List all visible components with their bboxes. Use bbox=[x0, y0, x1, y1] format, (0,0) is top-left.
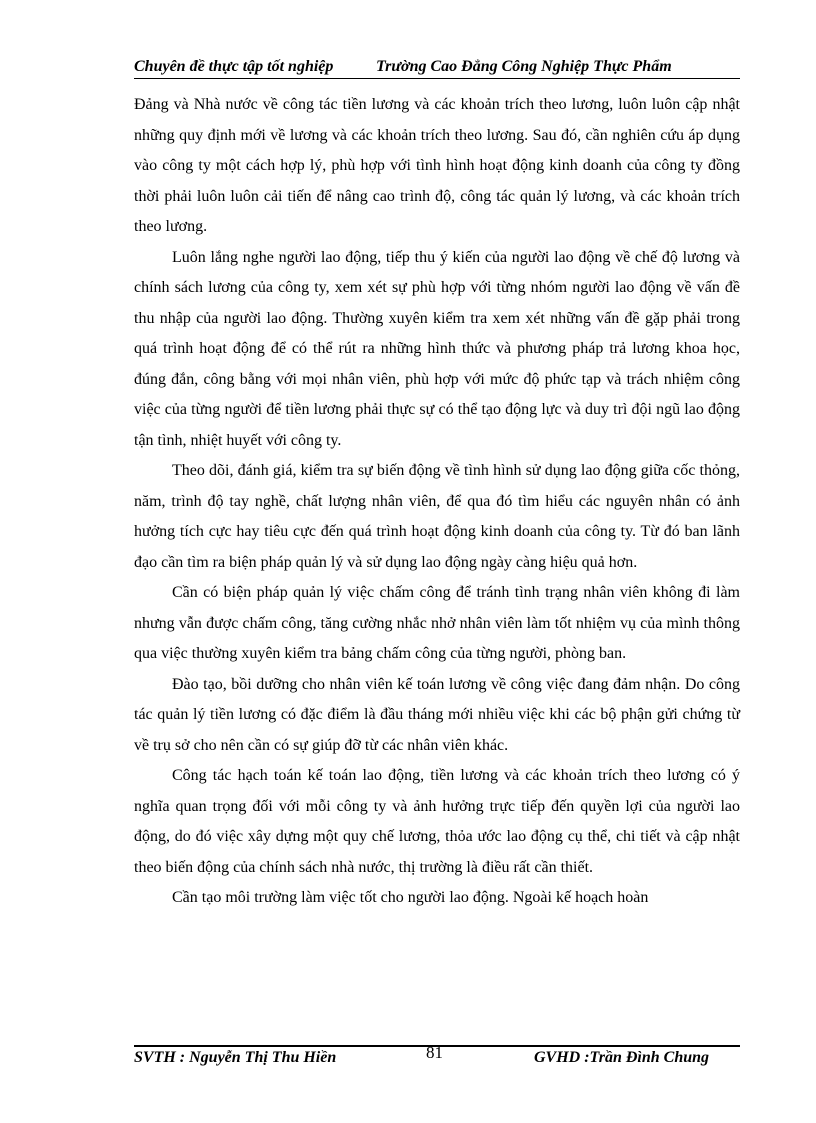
paragraph: Công tác hạch toán kế toán lao động, tiền lương và các khoản trích theo lương có ý nghĩa quan trọng đối với mỗi công ty và ảnh hưởng trực tiếp đến quyền lợi của người lao động, do đó việc xây dựng một quy chế lương, thỏa ước lao động cụ thể, chi tiết và cập nhật theo biến động của chính sách nhà nước, thị trường là điều rất cần thiết. bbox=[134, 767, 740, 876]
paragraph: Cần có biện pháp quản lý việc chấm công để tránh tình trạng nhân viên không đi làm nhưng vẫn được chấm công, tăng cường nhắc nhở nhân viên làm tốt nhiệm vụ của mình thông qua việc thường xuyên kiểm tra bảng chấm công của từng người, phòng ban. bbox=[134, 584, 740, 662]
header-school-name: Trường Cao Đẳng Công Nghiệp Thực Phẩm bbox=[376, 58, 672, 75]
paragraph: Đảng và Nhà nước về công tác tiền lương và các khoản trích theo lương, luôn luôn cập nhật những quy định mới về lương và các khoản trích theo lương. Sau đó, cần nghiên cứu áp dụng vào công ty một cách hợp lý, phù hợp với tình hình hoạt động kinh doanh của công ty đồng thời phải luôn luôn cải tiến để nâng cao trình độ, công tác quản lý lương, và các khoản trích theo lương. bbox=[134, 96, 740, 235]
footer-student-name: SVTH : Nguyễn Thị Thu Hiền bbox=[134, 1049, 337, 1066]
document-body bbox=[134, 90, 740, 914]
footer-supervisor-name: GVHD :Trần Đình Chung bbox=[534, 1049, 710, 1066]
page-header bbox=[134, 58, 740, 79]
paragraph: Theo dõi, đánh giá, kiểm tra sự biến động về tình hình sử dụng lao động giữa cốc thỏng, năm, trình độ tay nghề, chất lượng nhân viên, để qua đó tìm hiểu các nguyên nhân có ảnh hưởng tích cực hay tiêu cực đến quá trình hoạt động kinh doanh của công ty. Từ đó ban lãnh đạo cần tìm ra biện pháp quản lý và sử dụng lao động ngày càng hiệu quả hơn. bbox=[134, 462, 740, 571]
paragraph: Đào tạo, bồi dưỡng cho nhân viên kế toán lương về công việc đang đảm nhận. Do công tác quản lý tiền lương có đặc điểm là đầu tháng mới nhiều việc khi các bộ phận gửi chứng từ về trụ sở cho nên cần có sự giúp đỡ từ các nhân viên khác. bbox=[134, 675, 740, 754]
page-footer bbox=[134, 1045, 740, 1071]
paragraph: Luôn lắng nghe người lao động, tiếp thu ý kiến của người lao động về chế độ lương và chính sách lương của công ty, xem xét sự phù hợp với từng nhóm người lao động về vấn đề thu nhập của người lao động. Thường xuyên kiểm tra xem xét những vấn đề gặp phải trong quá trình hoạt động để có thể rút ra những hình thức và phương pháp trả lương khoa học, đúng đắn, công bằng với mọi nhân viên, phù hợp với mức độ phức tạp và trách nhiệm công việc của từng người để tiền lương phải thực sự có thể tạo động lực và duy trì đội ngũ lao động tận tình, nhiệt huyết với công ty. bbox=[134, 248, 740, 449]
page-number: 81 bbox=[426, 1043, 443, 1062]
paragraph: Cần tạo môi trường làm việc tốt cho người lao động. Ngoài kế hoạch hoàn bbox=[172, 889, 649, 906]
header-thesis-title: Chuyên đề thực tập tốt nghiệp bbox=[134, 58, 334, 75]
